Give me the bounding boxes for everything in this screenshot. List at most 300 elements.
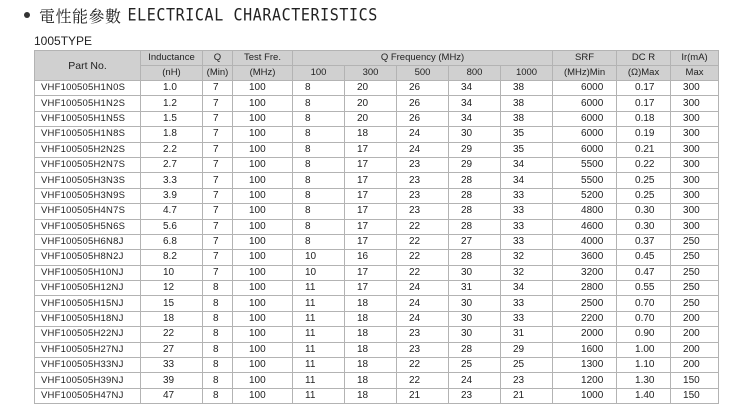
srf-cell: 4600 bbox=[553, 219, 617, 234]
inductance-cell: 22 bbox=[141, 327, 203, 342]
part-no-cell: VHF100505H1N2S bbox=[35, 96, 141, 111]
inductance-cell: 6.8 bbox=[141, 234, 203, 249]
q-100-cell: 8 bbox=[293, 219, 345, 234]
part-no-cell: VHF100505H5N6S bbox=[35, 219, 141, 234]
dcr-cell: 0.55 bbox=[617, 281, 671, 296]
srf-cell: 6000 bbox=[553, 127, 617, 142]
dcr-cell: 1.10 bbox=[617, 358, 671, 373]
srf-cell: 2000 bbox=[553, 327, 617, 342]
part-no-cell: VHF100505H47NJ bbox=[35, 388, 141, 403]
q-100-cell: 8 bbox=[293, 173, 345, 188]
srf-cell: 1300 bbox=[553, 358, 617, 373]
q-800-cell: 28 bbox=[449, 204, 501, 219]
inductance-cell: 47 bbox=[141, 388, 203, 403]
inductance-cell: 4.7 bbox=[141, 204, 203, 219]
q-min-cell: 8 bbox=[203, 358, 233, 373]
inductance-cell: 15 bbox=[141, 296, 203, 311]
bullet-icon bbox=[24, 12, 30, 18]
q-300-cell: 18 bbox=[345, 342, 397, 357]
header-qfreq-300: 300 bbox=[345, 66, 397, 81]
test-freq-cell: 100 bbox=[233, 111, 293, 126]
srf-cell: 2800 bbox=[553, 281, 617, 296]
test-freq-cell: 100 bbox=[233, 188, 293, 203]
test-freq-cell: 100 bbox=[233, 219, 293, 234]
q-800-cell: 28 bbox=[449, 250, 501, 265]
header-srf: SRF bbox=[553, 51, 617, 66]
table-row bbox=[35, 219, 719, 234]
header-row-1 bbox=[35, 51, 719, 66]
test-freq-cell: 100 bbox=[233, 142, 293, 157]
inductance-cell: 39 bbox=[141, 373, 203, 388]
table-row bbox=[35, 234, 719, 249]
inductance-cell: 10 bbox=[141, 265, 203, 280]
header-inductance-unit: (nH) bbox=[141, 66, 203, 81]
part-no-cell: VHF100505H1N8S bbox=[35, 127, 141, 142]
q-1000-cell: 33 bbox=[501, 204, 553, 219]
srf-cell: 1600 bbox=[553, 342, 617, 357]
q-800-cell: 31 bbox=[449, 281, 501, 296]
part-no-cell: VHF100505H2N2S bbox=[35, 142, 141, 157]
dcr-cell: 0.45 bbox=[617, 250, 671, 265]
table-row bbox=[35, 281, 719, 296]
dcr-cell: 0.90 bbox=[617, 327, 671, 342]
ir-cell: 300 bbox=[671, 111, 719, 126]
header-srf-unit: (MHz)Min bbox=[553, 66, 617, 81]
table-row bbox=[35, 296, 719, 311]
inductance-cell: 3.3 bbox=[141, 173, 203, 188]
electrical-characteristics-table bbox=[34, 50, 719, 404]
q-300-cell: 17 bbox=[345, 157, 397, 172]
q-500-cell: 26 bbox=[397, 81, 449, 96]
q-1000-cell: 32 bbox=[501, 250, 553, 265]
srf-cell: 6000 bbox=[553, 96, 617, 111]
table-row bbox=[35, 250, 719, 265]
test-freq-cell: 100 bbox=[233, 250, 293, 265]
srf-cell: 2200 bbox=[553, 311, 617, 326]
srf-cell: 3600 bbox=[553, 250, 617, 265]
q-300-cell: 18 bbox=[345, 327, 397, 342]
inductance-cell: 27 bbox=[141, 342, 203, 357]
test-freq-cell: 100 bbox=[233, 157, 293, 172]
q-100-cell: 8 bbox=[293, 111, 345, 126]
dcr-cell: 0.30 bbox=[617, 204, 671, 219]
q-800-cell: 25 bbox=[449, 358, 501, 373]
ir-cell: 300 bbox=[671, 219, 719, 234]
q-min-cell: 8 bbox=[203, 296, 233, 311]
q-800-cell: 28 bbox=[449, 188, 501, 203]
srf-cell: 5500 bbox=[553, 173, 617, 188]
table-body bbox=[35, 81, 719, 404]
part-no-cell: VHF100505H27NJ bbox=[35, 342, 141, 357]
part-no-cell: VHF100505H3N9S bbox=[35, 188, 141, 203]
q-min-cell: 7 bbox=[203, 127, 233, 142]
dcr-cell: 0.22 bbox=[617, 157, 671, 172]
q-100-cell: 8 bbox=[293, 157, 345, 172]
inductance-cell: 3.9 bbox=[141, 188, 203, 203]
q-300-cell: 17 bbox=[345, 188, 397, 203]
part-no-cell: VHF100505H1N5S bbox=[35, 111, 141, 126]
q-800-cell: 29 bbox=[449, 157, 501, 172]
q-100-cell: 10 bbox=[293, 265, 345, 280]
q-100-cell: 11 bbox=[293, 327, 345, 342]
q-100-cell: 8 bbox=[293, 234, 345, 249]
q-1000-cell: 33 bbox=[501, 311, 553, 326]
test-freq-cell: 100 bbox=[233, 81, 293, 96]
dcr-cell: 0.25 bbox=[617, 173, 671, 188]
part-no-cell: VHF100505H4N7S bbox=[35, 204, 141, 219]
table-row bbox=[35, 311, 719, 326]
q-500-cell: 22 bbox=[397, 373, 449, 388]
q-100-cell: 11 bbox=[293, 342, 345, 357]
dcr-cell: 0.17 bbox=[617, 81, 671, 96]
q-300-cell: 18 bbox=[345, 127, 397, 142]
q-300-cell: 18 bbox=[345, 296, 397, 311]
part-no-cell: VHF100505H33NJ bbox=[35, 358, 141, 373]
ir-cell: 300 bbox=[671, 173, 719, 188]
q-min-cell: 7 bbox=[203, 188, 233, 203]
dcr-cell: 0.70 bbox=[617, 311, 671, 326]
header-part-no: Part No. bbox=[35, 51, 141, 81]
q-100-cell: 8 bbox=[293, 142, 345, 157]
q-500-cell: 24 bbox=[397, 296, 449, 311]
dcr-cell: 0.70 bbox=[617, 296, 671, 311]
srf-cell: 6000 bbox=[553, 81, 617, 96]
dcr-cell: 0.17 bbox=[617, 96, 671, 111]
srf-cell: 5500 bbox=[553, 157, 617, 172]
q-min-cell: 8 bbox=[203, 342, 233, 357]
table-row bbox=[35, 173, 719, 188]
q-800-cell: 30 bbox=[449, 296, 501, 311]
ir-cell: 300 bbox=[671, 142, 719, 157]
part-no-cell: VHF100505H15NJ bbox=[35, 296, 141, 311]
part-no-cell: VHF100505H2N7S bbox=[35, 157, 141, 172]
q-1000-cell: 33 bbox=[501, 219, 553, 234]
q-500-cell: 23 bbox=[397, 157, 449, 172]
q-800-cell: 30 bbox=[449, 127, 501, 142]
q-800-cell: 34 bbox=[449, 81, 501, 96]
srf-cell: 3200 bbox=[553, 265, 617, 280]
dcr-cell: 1.40 bbox=[617, 388, 671, 403]
ir-cell: 250 bbox=[671, 234, 719, 249]
q-1000-cell: 35 bbox=[501, 142, 553, 157]
ir-cell: 200 bbox=[671, 342, 719, 357]
q-min-cell: 7 bbox=[203, 142, 233, 157]
table-row bbox=[35, 358, 719, 373]
q-100-cell: 11 bbox=[293, 388, 345, 403]
part-no-cell: VHF100505H39NJ bbox=[35, 373, 141, 388]
q-min-cell: 8 bbox=[203, 373, 233, 388]
header-test-freq-unit: (MHz) bbox=[233, 66, 293, 81]
q-min-cell: 7 bbox=[203, 204, 233, 219]
q-300-cell: 18 bbox=[345, 358, 397, 373]
ir-cell: 300 bbox=[671, 204, 719, 219]
q-500-cell: 24 bbox=[397, 127, 449, 142]
test-freq-cell: 100 bbox=[233, 96, 293, 111]
ir-cell: 300 bbox=[671, 127, 719, 142]
ir-cell: 250 bbox=[671, 296, 719, 311]
q-1000-cell: 23 bbox=[501, 373, 553, 388]
table-row bbox=[35, 373, 719, 388]
q-1000-cell: 29 bbox=[501, 342, 553, 357]
srf-cell: 4000 bbox=[553, 234, 617, 249]
part-no-cell: VHF100505H22NJ bbox=[35, 327, 141, 342]
table-row bbox=[35, 157, 719, 172]
q-1000-cell: 33 bbox=[501, 188, 553, 203]
ir-cell: 250 bbox=[671, 250, 719, 265]
q-min-cell: 7 bbox=[203, 173, 233, 188]
q-100-cell: 11 bbox=[293, 281, 345, 296]
q-min-cell: 7 bbox=[203, 265, 233, 280]
test-freq-cell: 100 bbox=[233, 234, 293, 249]
ir-cell: 300 bbox=[671, 188, 719, 203]
table-row bbox=[35, 388, 719, 403]
q-300-cell: 17 bbox=[345, 173, 397, 188]
ir-cell: 250 bbox=[671, 281, 719, 296]
q-100-cell: 8 bbox=[293, 204, 345, 219]
header-q-frequency: Q Frequency (MHz) bbox=[293, 51, 553, 66]
inductance-cell: 12 bbox=[141, 281, 203, 296]
test-freq-cell: 100 bbox=[233, 265, 293, 280]
srf-cell: 4800 bbox=[553, 204, 617, 219]
q-800-cell: 34 bbox=[449, 111, 501, 126]
q-min-cell: 8 bbox=[203, 281, 233, 296]
srf-cell: 5200 bbox=[553, 188, 617, 203]
table-row bbox=[35, 342, 719, 357]
q-1000-cell: 38 bbox=[501, 96, 553, 111]
srf-cell: 6000 bbox=[553, 111, 617, 126]
q-300-cell: 18 bbox=[345, 388, 397, 403]
part-no-cell: VHF100505H3N3S bbox=[35, 173, 141, 188]
table-row bbox=[35, 327, 719, 342]
q-1000-cell: 25 bbox=[501, 358, 553, 373]
q-300-cell: 18 bbox=[345, 373, 397, 388]
test-freq-cell: 100 bbox=[233, 204, 293, 219]
header-q: Q bbox=[203, 51, 233, 66]
q-1000-cell: 31 bbox=[501, 327, 553, 342]
ir-cell: 250 bbox=[671, 265, 719, 280]
ir-cell: 300 bbox=[671, 81, 719, 96]
q-1000-cell: 34 bbox=[501, 281, 553, 296]
srf-cell: 6000 bbox=[553, 142, 617, 157]
q-min-cell: 7 bbox=[203, 219, 233, 234]
inductance-cell: 2.2 bbox=[141, 142, 203, 157]
q-min-cell: 7 bbox=[203, 96, 233, 111]
q-500-cell: 23 bbox=[397, 342, 449, 357]
q-300-cell: 20 bbox=[345, 96, 397, 111]
q-800-cell: 28 bbox=[449, 342, 501, 357]
q-500-cell: 26 bbox=[397, 111, 449, 126]
type-label: 1005TYPE bbox=[34, 34, 93, 48]
q-800-cell: 27 bbox=[449, 234, 501, 249]
q-min-cell: 7 bbox=[203, 250, 233, 265]
part-no-cell: VHF100505H18NJ bbox=[35, 311, 141, 326]
q-100-cell: 8 bbox=[293, 96, 345, 111]
heading-english: ELECTRICAL CHARACTERISTICS bbox=[127, 5, 378, 25]
q-300-cell: 17 bbox=[345, 234, 397, 249]
q-500-cell: 22 bbox=[397, 265, 449, 280]
ir-cell: 300 bbox=[671, 157, 719, 172]
q-500-cell: 24 bbox=[397, 311, 449, 326]
test-freq-cell: 100 bbox=[233, 342, 293, 357]
q-500-cell: 23 bbox=[397, 204, 449, 219]
dcr-cell: 0.25 bbox=[617, 188, 671, 203]
table-row bbox=[35, 142, 719, 157]
q-300-cell: 17 bbox=[345, 142, 397, 157]
q-800-cell: 23 bbox=[449, 388, 501, 403]
part-no-cell: VHF100505H6N8J bbox=[35, 234, 141, 249]
table-row bbox=[35, 204, 719, 219]
q-1000-cell: 38 bbox=[501, 81, 553, 96]
q-min-cell: 8 bbox=[203, 311, 233, 326]
part-no-cell: VHF100505H12NJ bbox=[35, 281, 141, 296]
dcr-cell: 0.47 bbox=[617, 265, 671, 280]
inductance-cell: 8.2 bbox=[141, 250, 203, 265]
q-800-cell: 30 bbox=[449, 265, 501, 280]
q-300-cell: 20 bbox=[345, 111, 397, 126]
q-800-cell: 24 bbox=[449, 373, 501, 388]
q-500-cell: 26 bbox=[397, 96, 449, 111]
table-row bbox=[35, 265, 719, 280]
q-300-cell: 18 bbox=[345, 311, 397, 326]
q-1000-cell: 38 bbox=[501, 111, 553, 126]
q-800-cell: 29 bbox=[449, 142, 501, 157]
srf-cell: 1000 bbox=[553, 388, 617, 403]
q-min-cell: 8 bbox=[203, 388, 233, 403]
header-qfreq-100: 100 bbox=[293, 66, 345, 81]
inductance-cell: 1.2 bbox=[141, 96, 203, 111]
header-dcr-unit: (Ω)Max bbox=[617, 66, 671, 81]
q-500-cell: 23 bbox=[397, 173, 449, 188]
q-300-cell: 20 bbox=[345, 81, 397, 96]
q-500-cell: 22 bbox=[397, 219, 449, 234]
test-freq-cell: 100 bbox=[233, 173, 293, 188]
inductance-cell: 18 bbox=[141, 311, 203, 326]
q-500-cell: 22 bbox=[397, 358, 449, 373]
q-1000-cell: 35 bbox=[501, 127, 553, 142]
ir-cell: 150 bbox=[671, 373, 719, 388]
q-500-cell: 22 bbox=[397, 250, 449, 265]
q-100-cell: 10 bbox=[293, 250, 345, 265]
dcr-cell: 0.21 bbox=[617, 142, 671, 157]
table-row bbox=[35, 127, 719, 142]
q-500-cell: 23 bbox=[397, 327, 449, 342]
q-500-cell: 24 bbox=[397, 281, 449, 296]
part-no-cell: VHF100505H8N2J bbox=[35, 250, 141, 265]
q-100-cell: 11 bbox=[293, 311, 345, 326]
dcr-cell: 1.00 bbox=[617, 342, 671, 357]
dcr-cell: 0.30 bbox=[617, 219, 671, 234]
inductance-cell: 1.5 bbox=[141, 111, 203, 126]
q-min-cell: 7 bbox=[203, 234, 233, 249]
test-freq-cell: 100 bbox=[233, 127, 293, 142]
ir-cell: 300 bbox=[671, 96, 719, 111]
header-dcr: DC R bbox=[617, 51, 671, 66]
q-500-cell: 22 bbox=[397, 234, 449, 249]
q-100-cell: 11 bbox=[293, 296, 345, 311]
test-freq-cell: 100 bbox=[233, 296, 293, 311]
dcr-cell: 1.30 bbox=[617, 373, 671, 388]
part-no-cell: VHF100505H10NJ bbox=[35, 265, 141, 280]
ir-cell: 150 bbox=[671, 388, 719, 403]
table-row bbox=[35, 81, 719, 96]
q-800-cell: 30 bbox=[449, 311, 501, 326]
inductance-cell: 33 bbox=[141, 358, 203, 373]
q-800-cell: 34 bbox=[449, 96, 501, 111]
q-500-cell: 23 bbox=[397, 188, 449, 203]
q-1000-cell: 33 bbox=[501, 234, 553, 249]
q-1000-cell: 33 bbox=[501, 296, 553, 311]
q-100-cell: 8 bbox=[293, 81, 345, 96]
heading-chinese: 電性能參數 bbox=[39, 6, 122, 26]
srf-cell: 2500 bbox=[553, 296, 617, 311]
inductance-cell: 5.6 bbox=[141, 219, 203, 234]
inductance-cell: 1.8 bbox=[141, 127, 203, 142]
test-freq-cell: 100 bbox=[233, 358, 293, 373]
header-qfreq-500: 500 bbox=[397, 66, 449, 81]
header-q-unit: (Min) bbox=[203, 66, 233, 81]
header-test-freq: Test Fre. bbox=[233, 51, 293, 66]
part-no-cell: VHF100505H1N0S bbox=[35, 81, 141, 96]
q-800-cell: 28 bbox=[449, 173, 501, 188]
ir-cell: 200 bbox=[671, 358, 719, 373]
header-ir-unit: Max bbox=[671, 66, 719, 81]
test-freq-cell: 100 bbox=[233, 327, 293, 342]
srf-cell: 1200 bbox=[553, 373, 617, 388]
dcr-cell: 0.18 bbox=[617, 111, 671, 126]
q-min-cell: 7 bbox=[203, 81, 233, 96]
q-1000-cell: 21 bbox=[501, 388, 553, 403]
q-1000-cell: 34 bbox=[501, 157, 553, 172]
q-300-cell: 17 bbox=[345, 219, 397, 234]
q-500-cell: 21 bbox=[397, 388, 449, 403]
ir-cell: 200 bbox=[671, 327, 719, 342]
q-300-cell: 17 bbox=[345, 204, 397, 219]
section-heading bbox=[24, 2, 378, 28]
header-inductance: Inductance bbox=[141, 51, 203, 66]
test-freq-cell: 100 bbox=[233, 373, 293, 388]
ir-cell: 200 bbox=[671, 311, 719, 326]
test-freq-cell: 100 bbox=[233, 311, 293, 326]
q-100-cell: 11 bbox=[293, 373, 345, 388]
q-300-cell: 17 bbox=[345, 265, 397, 280]
inductance-cell: 1.0 bbox=[141, 81, 203, 96]
dcr-cell: 0.19 bbox=[617, 127, 671, 142]
q-1000-cell: 32 bbox=[501, 265, 553, 280]
test-freq-cell: 100 bbox=[233, 281, 293, 296]
q-300-cell: 16 bbox=[345, 250, 397, 265]
q-300-cell: 17 bbox=[345, 281, 397, 296]
dcr-cell: 0.37 bbox=[617, 234, 671, 249]
q-1000-cell: 34 bbox=[501, 173, 553, 188]
q-800-cell: 28 bbox=[449, 219, 501, 234]
q-800-cell: 30 bbox=[449, 327, 501, 342]
q-min-cell: 7 bbox=[203, 111, 233, 126]
header-ir: Ir(mA) bbox=[671, 51, 719, 66]
q-min-cell: 8 bbox=[203, 327, 233, 342]
inductance-cell: 2.7 bbox=[141, 157, 203, 172]
table-row bbox=[35, 111, 719, 126]
test-freq-cell: 100 bbox=[233, 388, 293, 403]
header-qfreq-800: 800 bbox=[449, 66, 501, 81]
q-100-cell: 11 bbox=[293, 358, 345, 373]
q-500-cell: 24 bbox=[397, 142, 449, 157]
q-100-cell: 8 bbox=[293, 188, 345, 203]
q-100-cell: 8 bbox=[293, 127, 345, 142]
table-row bbox=[35, 188, 719, 203]
header-qfreq-1000: 1000 bbox=[501, 66, 553, 81]
q-min-cell: 7 bbox=[203, 157, 233, 172]
table-row bbox=[35, 96, 719, 111]
